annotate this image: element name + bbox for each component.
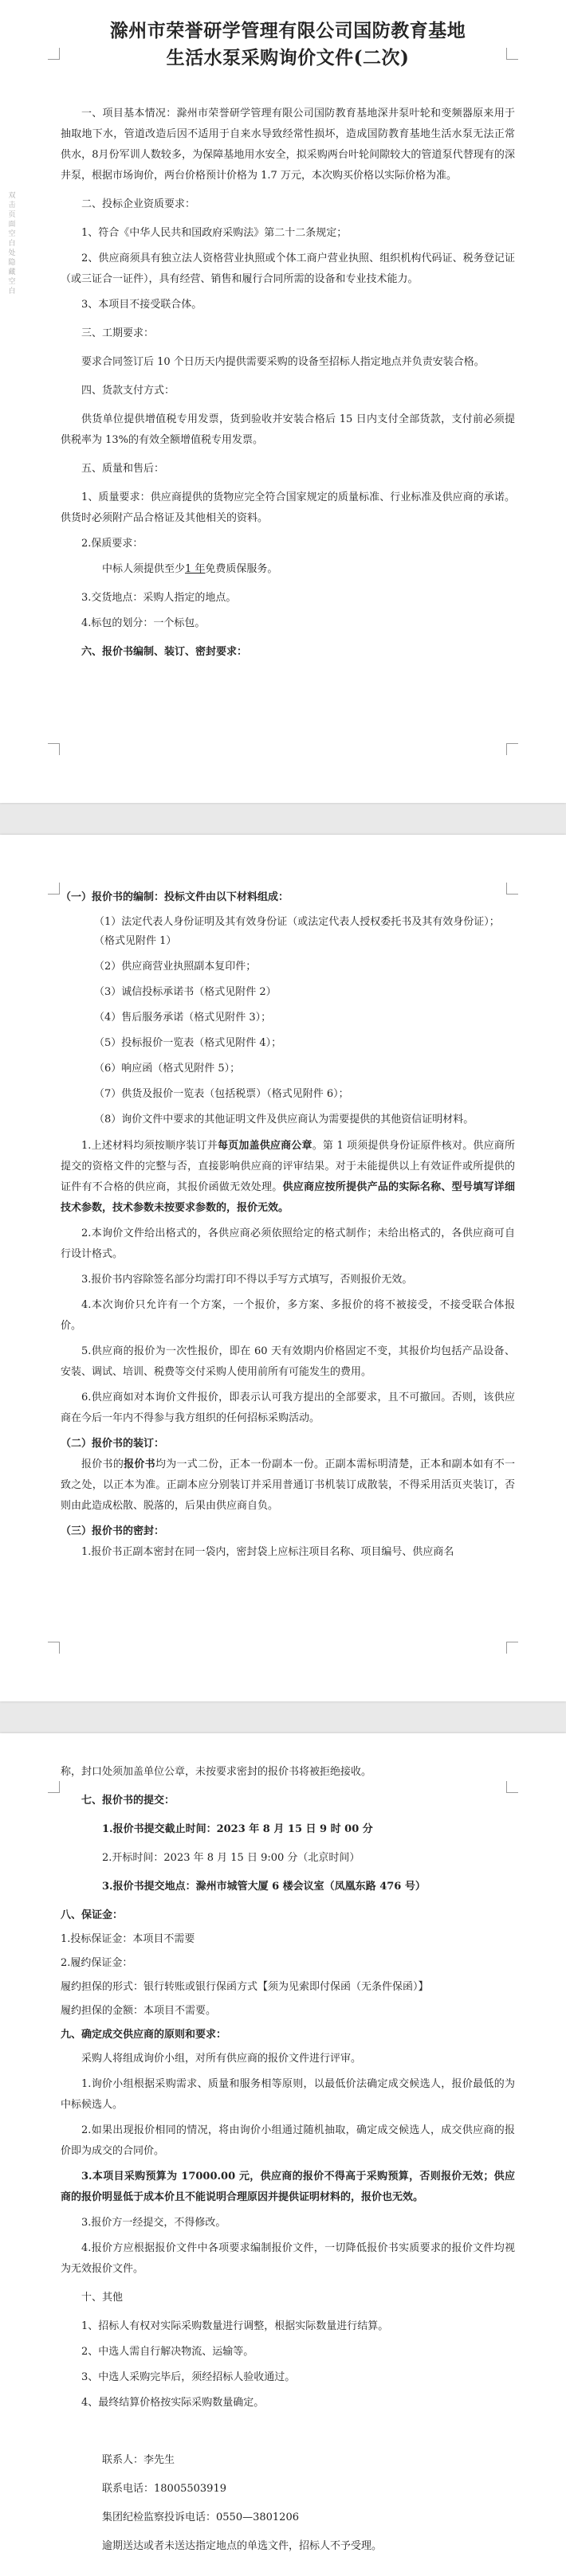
submission-deadline: 1.报价书提交截止时间：2023 年 8 月 15 日 9 时 00 分 bbox=[102, 1823, 373, 1835]
margin-corner-mark bbox=[48, 1781, 60, 1793]
evaluation-rule-4: 3.报价方一经提交，不得修改。 bbox=[81, 2217, 226, 2229]
section-6-heading: 六、报价书编制、装订、密封要求： bbox=[81, 646, 248, 658]
rule-2: 2.本询价文件给出格式的，各供应商必须依照给定的格式制作；未给出格式的，各供应商可自行设计格式。 bbox=[61, 1227, 515, 1260]
rule-1: 1.上述材料均须按顺序装订并每页加盖供应商公章。第 1 项须提供身份证原件核对。供应商所提交的资格文件的完整与否，直接影响供应商的评审结果。对于未能提供以上有效证件或所提供的证件有不合格的供应商，其报价函做无效处理。供应商应按所提供产品的实际名称、型号填写详细技术参数，技术参数未按要求参数的，报价无效。 bbox=[61, 1140, 515, 1214]
evaluation-rule-1: 1.询价小组根据采购需求、质量和服务相等原则，以最低价法确定成交候选人，报价最低的为中标候选人。 bbox=[61, 2078, 515, 2111]
rule-3: 3.报价书内容除签名部分均需打印不得以手写方式填写，否则报价无效。 bbox=[81, 1274, 413, 1286]
schedule-requirement: 要求合同签订后 10 个日历天内提供需要采购的设备至招标人指定地点并负责安装合格。 bbox=[81, 356, 485, 368]
section-4-heading: 四、货款支付方式： bbox=[81, 385, 175, 397]
payment-terms: 供货单位提供增值税专用发票，货到验收并安装合格后 15 日内支付全部货款，支付前必须提供税率为 13%的有效全额增值税专用发票。 bbox=[61, 413, 515, 446]
contact-person: 联系人：李先生 bbox=[102, 2454, 175, 2466]
budget-rule: 3.本项目采购预算为 17000.00 元，供应商的报价不得高于采购预算，否则报价无效；供应商的报价明显低于成本价且不能说明合理原因并提供证明材料的，报价也无效。 bbox=[61, 2171, 515, 2203]
binding-text: 报价书的报价书均为一式二份，正本一份副本一份。正副本需标明清楚，正本和副本如有不一致之处，以正本为准。正副本应分别装订并采用普通订书机装订成散装，不得采用活页夹装订，否则由此造成松散、脱落的，后果由供应商自负。 bbox=[61, 1458, 515, 1512]
bond-form: 履约担保的形式：银行转账或银行保函方式【须为见索即付保函（无条件保函）】 bbox=[61, 1981, 429, 1993]
opening-time: 2.开标时间：2023 年 8 月 15 日 9:00 分（北京时间） bbox=[102, 1852, 360, 1864]
rule-4: 4.本次询价只允许有一个方案，一个报价，多方案、多报价的将不被接受，不接受联合体报价。 bbox=[61, 1299, 515, 1332]
title-line-1: 滁州市荣誉研学管理有限公司国防教育基地 bbox=[109, 20, 466, 41]
doc-list-item: （7）供货及报价一览表（包括税票）（格式见附件 6）； bbox=[94, 1088, 349, 1100]
doc-list-item: （3）诚信投标承诺书（格式见附件 2） bbox=[94, 986, 277, 998]
performance-bond: 2.履约保证金： bbox=[61, 1957, 133, 1969]
submission-place: 3.报价书提交地点：滁州市城管大厦 6 楼会议室（凤凰东路 476 号） bbox=[102, 1881, 426, 1893]
other-item-2: 2、中选人需自行解决物流、运输等。 bbox=[81, 2346, 254, 2358]
evaluation-intro: 采购人将组成询价小组，对所有供应商的报价文件进行评审。 bbox=[81, 2053, 362, 2065]
doc-list-item: （5）投标报价一览表（格式见附件 4）； bbox=[94, 1037, 282, 1049]
warranty-text: 中标人须提供至少1 年免费质保服务。 bbox=[102, 563, 278, 575]
sealing-continued: 称，封口处须加盖单位公章，未按要求密封的报价书将被拒绝接收。 bbox=[61, 1766, 372, 1778]
evaluation-rule-2: 2.如果出现报价相同的情况，将由询价小组通过随机抽取，确定成交候选人，成交供应商的报价即为成交的合同价。 bbox=[61, 2124, 515, 2157]
subsection-sealing: （三）报价书的密封： bbox=[61, 1525, 165, 1537]
section-10-heading: 十、其他 bbox=[81, 2292, 124, 2304]
bond-amount: 履约担保的金额：本项目不需要。 bbox=[61, 2005, 217, 2017]
late-submission-note: 逾期送达或者未送达指定地点的单选文件，招标人不予受理。 bbox=[102, 2540, 383, 2552]
page-3 bbox=[0, 1733, 566, 2576]
project-overview bbox=[61, 104, 515, 186]
contact-phone: 联系电话：18005503919 bbox=[102, 2483, 226, 2495]
margin-hint-text: 双击页面空白处隐藏空白 bbox=[8, 192, 16, 296]
qualification-item-1: 1、符合《中华人民共和国政府采购法》第二十二条规定； bbox=[81, 227, 348, 239]
quality-requirement: 1、质量要求：供应商提供的货物应完全符合国家规定的质量标准、行业标准及供应商的承诺。供货时必须附产品合格证及其他相关的资料。 bbox=[61, 491, 515, 524]
sealing-text: 1.报价书正副本密封在同一袋内，密封袋上应标注项目名称、项目编号、供应商名 bbox=[81, 1546, 454, 1558]
section-7-heading: 七、报价书的提交： bbox=[81, 1795, 175, 1807]
section-1-heading: 一、项目基本情况： bbox=[81, 108, 177, 119]
margin-corner-mark bbox=[506, 1642, 518, 1654]
doc-list-item: （4）售后服务承诺（格式见附件 3）； bbox=[94, 1012, 272, 1024]
doc-list-item: （1）法定代表人身份证明及其有效身份证（或法定代表人授权委托书及其有效身份证）；（格式见附件 1） bbox=[94, 916, 500, 947]
page-1-content bbox=[61, 18, 515, 671]
qualification-item-2: 2、供应商须具有独立法人资格营业执照或个体工商户营业执照、组织机构代码证、税务登记证（或三证合一证件），具有经营、销售和履行合同所需的设备和专业技术能力。 bbox=[61, 253, 515, 285]
oversight-phone: 集团纪检监察投诉电话：0550—3801206 bbox=[102, 2511, 299, 2523]
bid-bond: 1.投标保证金：本项目不需要 bbox=[61, 1933, 195, 1945]
other-item-3: 3、中选人采购完毕后，须经招标人验收通过。 bbox=[81, 2371, 296, 2383]
warranty-label: 2.保质要求： bbox=[81, 538, 143, 550]
margin-corner-mark bbox=[48, 48, 60, 60]
evaluation-rule-5: 4.报价方应根据报价文件中各项要求编制报价文件，一切降低报价书实质要求的报价文件均视为无效报价文件。 bbox=[61, 2242, 515, 2275]
section-5-heading: 五、质量和售后： bbox=[81, 463, 165, 475]
qualification-item-3: 3、本项目不接受联合体。 bbox=[81, 299, 202, 311]
doc-list-item: （2）供应商营业执照副本复印件； bbox=[94, 961, 257, 973]
warranty-years: 1 年 bbox=[185, 563, 206, 575]
margin-corner-mark bbox=[48, 1642, 60, 1654]
section-9-heading: 九、确定成交供应商的原则和要求： bbox=[61, 2029, 227, 2041]
rule-5: 5.供应商的报价为一次性报价，即在 60 天有效期内价格固定不变，其报价均包括产品设备、安装、调试、培训、税费等交付采购人使用前所有可能发生的费用。 bbox=[61, 1345, 515, 1378]
document-title bbox=[61, 18, 515, 72]
doc-list-item: （6）响应函（格式见附件 5）； bbox=[94, 1063, 241, 1075]
section-8-heading: 八、保证金： bbox=[61, 1909, 124, 1921]
rule-6: 6.供应商如对本询价文件报价，即表示认可我方提出的全部要求，且不可撤回。否则，该供应商在今后一年内不得参与我方组织的任何招标采购活动。 bbox=[61, 1392, 515, 1424]
margin-corner-mark bbox=[48, 743, 60, 755]
other-item-4: 4、最终结算价格按实际采购数量确定。 bbox=[81, 2397, 265, 2409]
page-3-content bbox=[61, 1762, 515, 2565]
margin-corner-mark bbox=[506, 743, 518, 755]
page-1 bbox=[0, 0, 566, 803]
page-2-content bbox=[61, 887, 515, 1568]
page-2 bbox=[0, 835, 566, 1701]
lot-division: 4.标包的划分：一个标包。 bbox=[81, 617, 206, 629]
margin-corner-mark bbox=[48, 883, 60, 895]
subsection-compilation: （一）报价书的编制：投标文件由以下材料组成： bbox=[61, 891, 289, 903]
section-2-heading: 二、投标企业资质要求： bbox=[81, 198, 196, 210]
title-line-2: 生活水泵采购询价文件(二次) bbox=[166, 47, 410, 69]
subsection-binding: （二）报价书的装订： bbox=[61, 1438, 165, 1450]
section-3-heading: 三、工期要求： bbox=[81, 327, 155, 339]
other-item-1: 1、招标人有权对实际采购数量进行调整，根据实际数量进行结算。 bbox=[81, 2320, 389, 2332]
delivery-location: 3.交货地点：采购人指定的地点。 bbox=[81, 592, 237, 604]
section-1-body: 滁州市荣誉研学管理有限公司国防教育基地深井泵叶轮和变频器原来用于抽取地下水，管道改造后因不适用于自来水导致经常性损坏，造成国防教育基地生活水泵无法正常供水，8月份军训人数较多，为保障基地用水安全，拟采购两台叶轮间隙较大的管道泵代替现有的深井泵，根据市场询价，两台价格预计价格为 1.7 万元，本次购买价格以实际价格为准。 bbox=[61, 108, 515, 182]
doc-list-item: （8）询价文件中要求的其他证明文件及供应商认为需要提供的其他资信证明材料。 bbox=[94, 1114, 474, 1126]
